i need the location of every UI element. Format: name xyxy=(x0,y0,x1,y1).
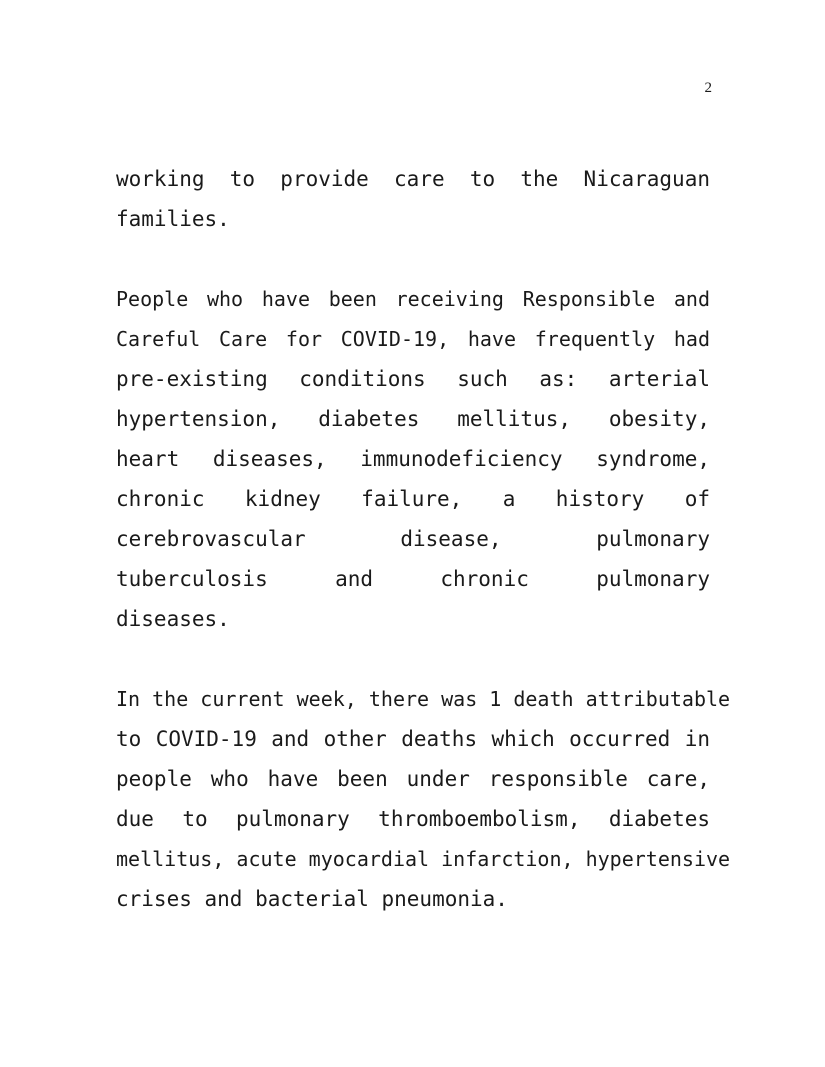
paragraph-preexisting-conditions xyxy=(116,280,710,640)
paragraph-continuation xyxy=(116,160,710,240)
text-line: Careful Care for COVID-19, have frequently had xyxy=(116,327,710,351)
page-number: 2 xyxy=(704,80,712,96)
text-line: mellitus, acute myocardial infarction, hypertensive xyxy=(116,847,731,871)
text-line: hypertension, diabetes mellitus, obesity, xyxy=(116,407,710,431)
text-line: heart diseases, immunodeficiency syndrome, xyxy=(116,447,710,471)
paragraph-deaths-this-week xyxy=(116,680,731,920)
text-line: In the current week, there was 1 death attributable xyxy=(116,687,731,711)
text-line: due to pulmonary thromboembolism, diabetes xyxy=(116,807,710,831)
document-body xyxy=(116,160,731,960)
text-line: People who have been receiving Responsible and xyxy=(116,287,710,311)
text-line: to COVID-19 and other deaths which occurred in xyxy=(116,727,710,751)
text-line: pre-existing conditions such as: arterial xyxy=(116,367,710,391)
text-line: cerebrovascular disease, pulmonary xyxy=(116,527,710,551)
text-line: diseases. xyxy=(116,607,230,631)
text-line: chronic kidney failure, a history of xyxy=(116,487,710,511)
text-line: families. xyxy=(116,207,230,231)
text-line: working to provide care to the Nicaraguan xyxy=(116,167,710,191)
text-line: tuberculosis and chronic pulmonary xyxy=(116,567,710,591)
text-line: people who have been under responsible care, xyxy=(116,767,710,791)
text-line: crises and bacterial pneumonia. xyxy=(116,887,508,911)
